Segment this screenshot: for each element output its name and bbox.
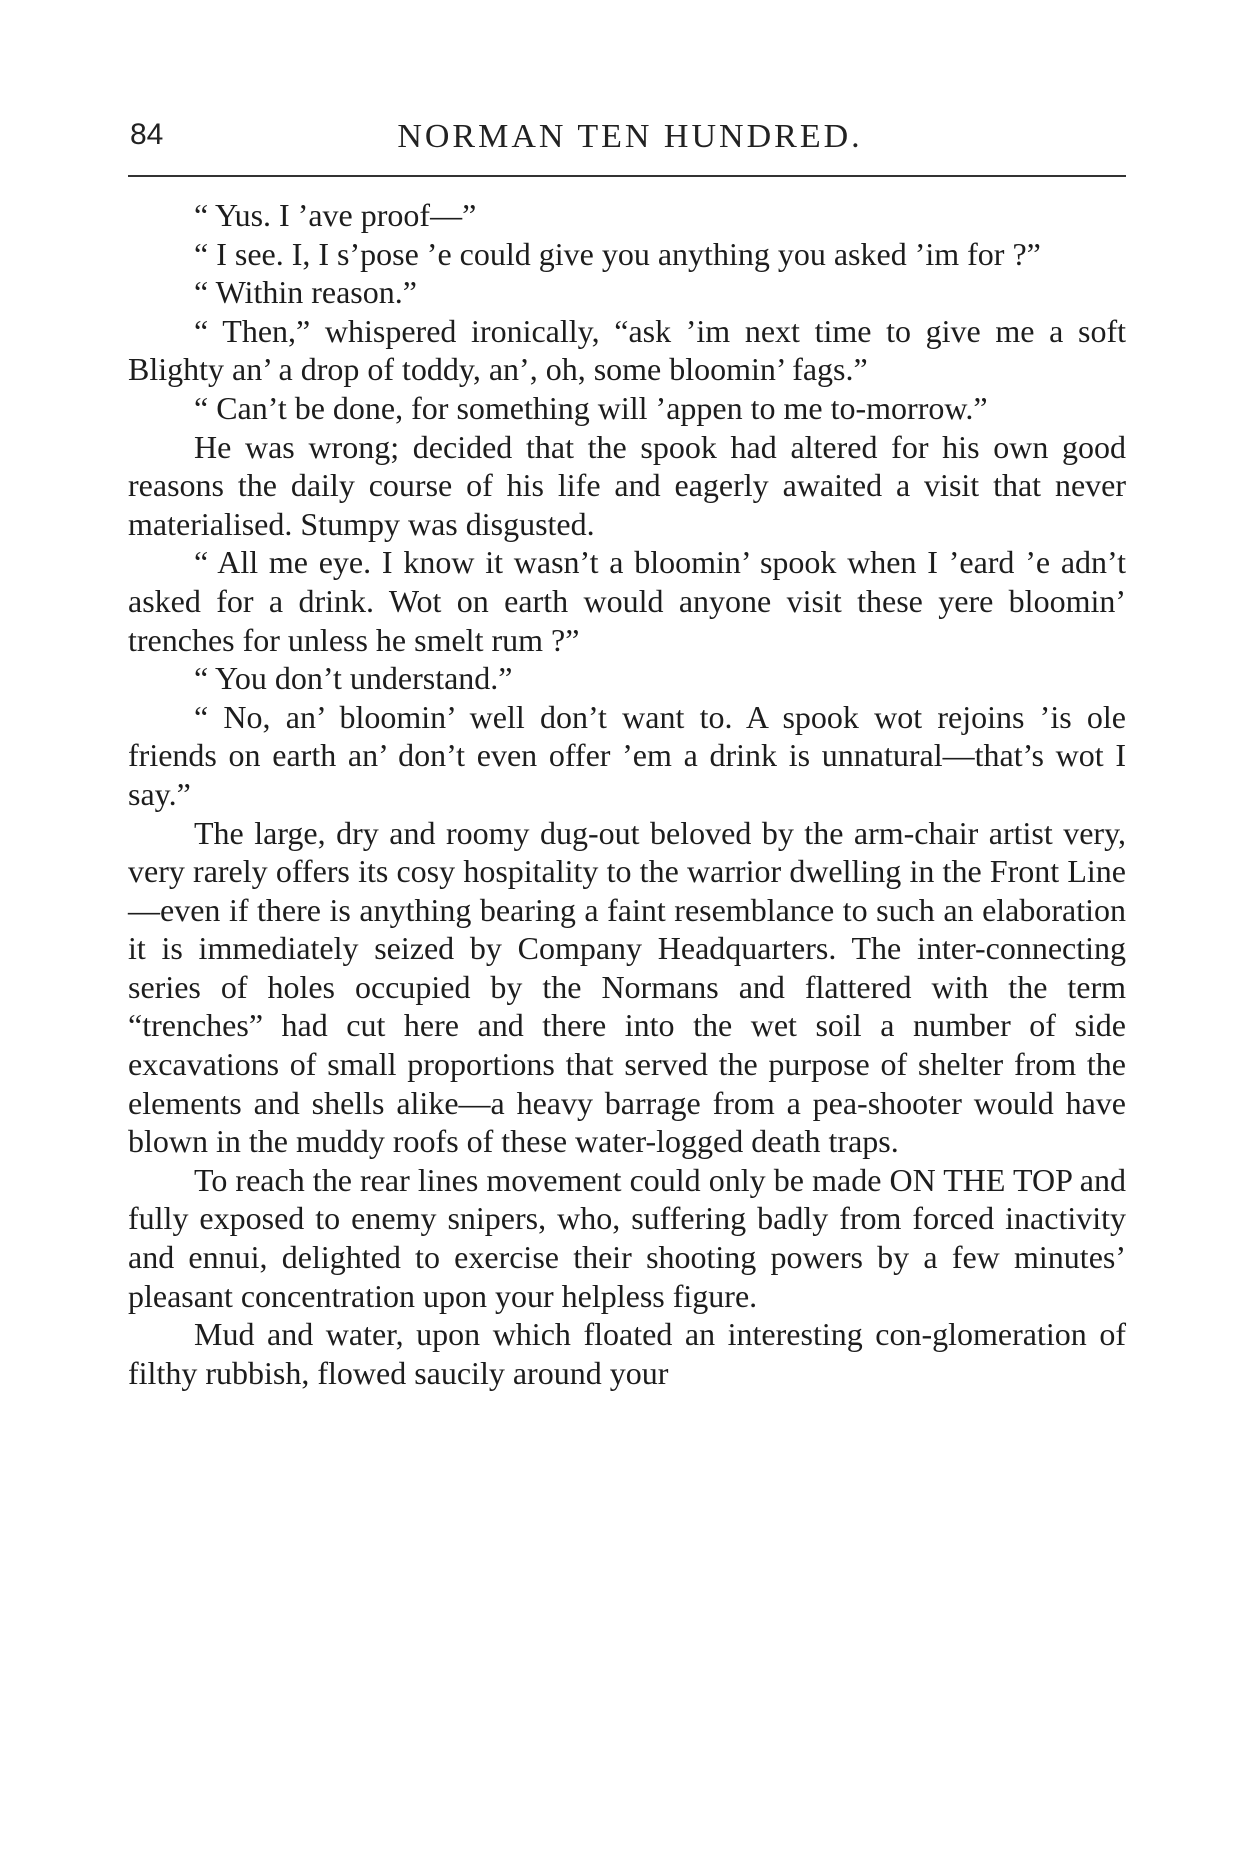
- paragraph: “ No, an’ bloomin’ well don’t want to. A spook wot rejoins ’is ole friends on earth an’ don’t even offer ’em a drink is unnatural—that’s wot I say.”: [128, 698, 1126, 812]
- running-head: [130, 118, 1130, 166]
- book-title: NORMAN TEN HUNDRED.: [397, 118, 863, 155]
- paragraph: “ All me eye. I know it wasn’t a bloomin’ spook when I ’eard ’e adn’t asked for a drink. Wot on earth would anyone visit these yere bloomin’ trenches for unless he smelt rum ?”: [128, 544, 1126, 658]
- paragraph: The large, dry and roomy dug-out beloved by the arm-chair artist very, very rarely offers its cosy hospitality to the warrior dwelling in the Front Line—even if there is anything bearing a faint resemblance to such an elaboration it is immediately seized by Company Headquarters. The inter-connecting series of holes occupied by the Normans and flattered with the term “trenches” had cut here and there into the wet soil a number of side excavations of small proportions that served the purpose of shelter from the elements and shells alike—a heavy barrage from a pea-shooter would have blown in the muddy roofs of these water-logged death traps.: [128, 814, 1126, 1160]
- paragraph: “ Can’t be done, for something will ’appen to me to-morrow.”: [194, 389, 988, 426]
- paragraph: He was wrong; decided that the spook had altered for his own good reasons the daily course of his life and eagerly awaited a visit that never materialised. Stumpy was disgusted.: [128, 428, 1126, 542]
- paragraph: “ I see. I, I s’pose ’e could give you anything you asked ’im for ?”: [194, 235, 1041, 272]
- paragraph: “ You don’t understand.”: [194, 660, 513, 697]
- paragraph: “ Then,” whispered ironically, “ask ’im next time to give me a soft Blighty an’ a drop of toddy, an’, oh, some bloomin’ fags.”: [128, 312, 1126, 388]
- paragraph: To reach the rear lines movement could only be made ON THE TOP and fully exposed to enemy snipers, who, suffering badly from forced inactivity and ennui, delighted to exercise their shooting powers by a few minutes’ pleasant concentration upon your helpless figure.: [128, 1161, 1126, 1314]
- paragraph: “ Within reason.”: [194, 274, 417, 311]
- body-text: [128, 196, 1126, 1392]
- header-divider: [128, 175, 1126, 177]
- paragraph: Mud and water, upon which floated an interesting con-glomeration of filthy rubbish, flowed saucily around your: [128, 1316, 1126, 1391]
- paragraph: “ Yus. I ’ave proof—”: [194, 197, 477, 233]
- page-number: 84: [130, 118, 164, 151]
